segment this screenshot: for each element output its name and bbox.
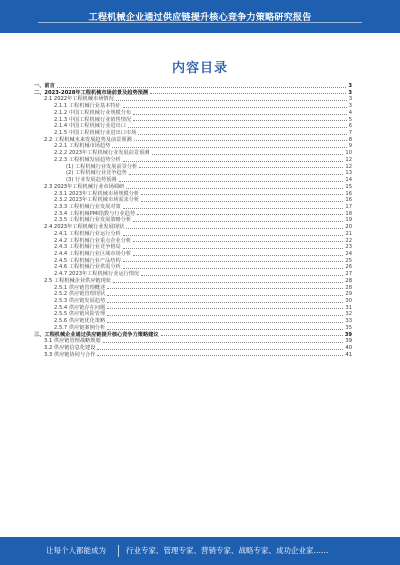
toc-page-number: 23 [345,244,352,251]
toc-page-number: 3 [348,89,352,96]
toc-entry-text: 2.5.5 供应链风险管理 [54,311,106,318]
toc-page-number: 17 [345,203,352,210]
toc-leader-dots [123,248,344,249]
toc-entry-text: 2.3 2023年工程机械行业市场调研 [44,183,125,190]
toc-entry-text: 2.1 2022年工程机械市场情况 [44,96,114,103]
toc-leader-dots [141,194,343,195]
toc-page-number: 30 [345,298,352,304]
toc-entry-text: 2.1.2 中国工程机械行业规模分布 [54,109,132,116]
toc-entry[interactable] [34,251,352,258]
toc-entry[interactable] [34,244,352,251]
toc-leader-dots [107,295,343,296]
table-of-contents [34,83,352,358]
toc-page-number: 8 [348,136,352,143]
toc-entry[interactable] [34,177,352,184]
toc-entry[interactable] [34,83,352,90]
toc-page-number: 5 [348,116,352,123]
toc-entry[interactable] [34,150,352,157]
toc-entry[interactable] [34,318,352,325]
toc-leader-dots [139,167,343,168]
toc-entry-text: 2.4.4 工程机械行业区域市场分析 [54,250,132,257]
toc-page-number: 40 [345,345,352,352]
toc-entry-text: 2.4.2 工程机械行业重点企业分析 [54,237,132,244]
toc-entry-text: 2.3.2 2023年工程机械市场需求分析 [54,197,140,204]
toc-leader-dots [123,107,347,108]
toc-page-number: 14 [345,177,352,184]
footer-slogan-left: 让每个人都能成为 [46,546,106,555]
toc-page-number: 20 [345,224,352,231]
toc-leader-dots [133,241,343,242]
toc-leader-dots [123,161,344,162]
toc-entry-text: 2.5.4 供应链存在问题 [54,304,106,311]
toc-entry-text: 2.2.3 工程机械发展趋势分析 [54,156,121,163]
toc-page-number: 29 [345,291,352,298]
toc-entry[interactable] [34,184,352,191]
toc-leader-dots [107,315,343,316]
toc-page-number: 10 [345,150,352,157]
toc-entry-text: 2.1.1 工程机械行业基本特征 [54,103,121,110]
toc-entry-text: 2.1.3 中国工程机械行业销售情况 [54,116,132,123]
toc-leader-dots [150,93,346,94]
footer-bar [0,537,400,565]
toc-leader-dots [107,322,343,323]
toc-leader-dots [119,181,344,182]
toc-page-number: 18 [345,210,352,217]
toc-entry[interactable] [34,325,352,332]
header-bar [0,0,400,33]
toc-page-number: 3 [348,83,352,89]
toc-entry-text: 2.1.5 中国工程机械行业进出口市场 [54,130,137,137]
toc-leader-dots [107,329,343,330]
toc-page-number: 27 [345,271,352,278]
toc-page-number: 9 [348,143,352,150]
toc-leader-dots [116,100,347,101]
toc-entry-text: 2.3.3 工程机械行业发展对策 [54,203,121,210]
toc-leader-dots [126,188,343,189]
toc-page-number: 31 [345,304,352,311]
toc-entry-text: 2.2 工程机械未来发展趋势及前景预测 [44,136,132,143]
toc-leader-dots [138,134,346,135]
toc-entry-text: 2.5.7 供应链案例分析 [54,324,106,331]
toc-entry[interactable] [34,110,352,117]
toc-entry-text: 2.4 2023年工程机械行业发展现状 [44,224,125,231]
toc-entry-text: 2.5.2 供应链管理现状 [54,291,106,298]
toc-entry-text: 2.3.4 工程机械PMI指数与行业趋势 [54,210,136,217]
toc-entry-text: 三、工程机械企业通过供应链提升核心竞争力策略建议 [34,331,159,338]
toc-entry-text: (3) 行业发展趋势预测 [66,177,117,184]
toc-leader-dots [133,221,343,222]
toc-entry[interactable] [34,298,352,305]
toc-page-number: 24 [345,250,352,257]
toc-entry[interactable] [34,278,352,285]
toc-leader-dots [141,275,343,276]
toc-entry-text: 2.5.1 供应链管理概述 [54,284,106,291]
toc-page-number: 32 [345,311,352,318]
toc-entry-text: 2.4.6 工程机械行业供需分析 [54,264,121,271]
toc-leader-dots [97,355,343,356]
toc-entry-text: 二、2023-2028年工程机械市场前景及趋势预测 [34,89,149,96]
toc-leader-dots [133,255,343,256]
toc-page-number: 25 [345,257,352,264]
toc-page-number: 26 [345,264,352,271]
toc-page-number: 3 [348,103,352,110]
toc-entry-text: 2.3.1 2023年工程机械市场规模分析 [54,190,140,197]
toc-page-number: 12 [345,163,352,170]
toc-page-number: 41 [345,351,352,358]
toc-entry-text: 2.5.3 供应链发展趋势 [54,298,106,304]
toc-entry[interactable] [34,231,352,238]
toc-page-number: 12 [345,156,352,163]
toc-leader-dots [123,261,344,262]
toc-entry[interactable] [34,204,352,211]
toc-entry[interactable] [34,103,352,110]
toc-entry[interactable] [34,271,352,278]
toc-leader-dots [113,282,343,283]
toc-leader-dots [126,228,343,229]
toc-page-number: 21 [345,230,352,237]
toc-page-number: 22 [345,237,352,244]
toc-entry[interactable] [34,224,352,231]
toc-entry-text: (2) 工程机械行业竞争趋势 [66,170,127,177]
toc-entry[interactable] [34,157,352,164]
toc-entry[interactable] [34,345,352,352]
footer-divider [118,545,119,557]
toc-entry-text: 一、前言 [34,83,55,89]
toc-page-number: 35 [345,324,352,331]
toc-leader-dots [107,288,343,289]
report-title: 工程机械企业通过供应链提升核心竞争力策略研究报告 [88,12,312,23]
toc-leader-dots [152,154,344,155]
toc-leader-dots [112,147,346,148]
toc-page-number: 7 [348,130,352,137]
toc-leader-dots [134,140,347,141]
toc-page-number: 3 [348,96,352,103]
toc-leader-dots [161,335,343,336]
toc-leader-dots [123,268,344,269]
toc-entry[interactable] [34,352,352,359]
toc-entry-text: 3.1 供应链管理战略规划 [44,338,101,345]
toc-page-number: 19 [345,217,352,224]
toc-leader-dots [133,114,347,115]
toc-page-number: 28 [345,277,352,284]
toc-entry[interactable] [34,130,352,137]
toc-entry-text: 2.4.1 工程机械行业运行分析 [54,230,121,237]
toc-heading: 内容目录 [171,61,228,76]
toc-leader-dots [129,174,344,175]
toc-entry[interactable] [34,197,352,204]
toc-leader-dots [107,302,343,303]
toc-entry-text: 2.4.3 工程机械行业竞争格局 [54,244,121,251]
toc-entry-text: 2.5 工程机械企业供应链现状 [44,277,111,284]
toc-page-number: 39 [345,338,352,345]
header-divider [38,22,362,23]
toc-entry-text: 2.5.6 供应链优化策略 [54,318,106,325]
toc-page-number: 33 [345,318,352,325]
toc-leader-dots [107,308,343,309]
toc-leader-dots [141,201,343,202]
toc-entry-text: 2.3.5 工程机械行业发展策略分析 [54,217,132,224]
toc-leader-dots [103,342,344,343]
toc-leader-dots [137,214,343,215]
toc-page-number: 16 [345,190,352,197]
toc-page-number: 39 [344,331,352,338]
toc-entry-text: 2.2.2 2023年工程机械行业发展前景预测 [54,150,150,157]
toc-leader-dots [133,120,347,121]
toc-entry-text: 2.2.1 工程机械市场趋势 [54,143,111,150]
toc-entry-text: 2.1.4 中国工程机械行业进出口 [54,123,126,130]
toc-entry-text: 3.3 供应链协同与合作 [44,351,96,358]
toc-leader-dots [123,235,344,236]
footer-slogan-right: 行业专家、管理专家、营销专家、战略专家、成功企业家…… [126,546,329,555]
toc-leader-dots [97,349,343,350]
toc-entry[interactable] [34,291,352,298]
toc-page-number: 4 [348,109,352,116]
toc-page-number: 13 [345,170,352,177]
toc-entry-text: 3.2 供应链信息化建设 [44,345,96,352]
toc-entry-text: (1) 工程机械行业发展前景分析 [66,163,138,170]
toc-page-number: 15 [345,183,352,190]
toc-page-number: 16 [345,197,352,204]
toc-page-number: 28 [345,284,352,291]
toc-leader-dots [123,208,344,209]
toc-entry-text: 2.4.5 工程机械行业产品结构 [54,257,121,264]
toc-leader-dots [128,127,347,128]
toc-entry-text: 2.4.7 2023年工程机械行业运行情况 [54,271,140,278]
toc-page-number: 6 [348,123,352,130]
toc-leader-dots [57,87,347,88]
